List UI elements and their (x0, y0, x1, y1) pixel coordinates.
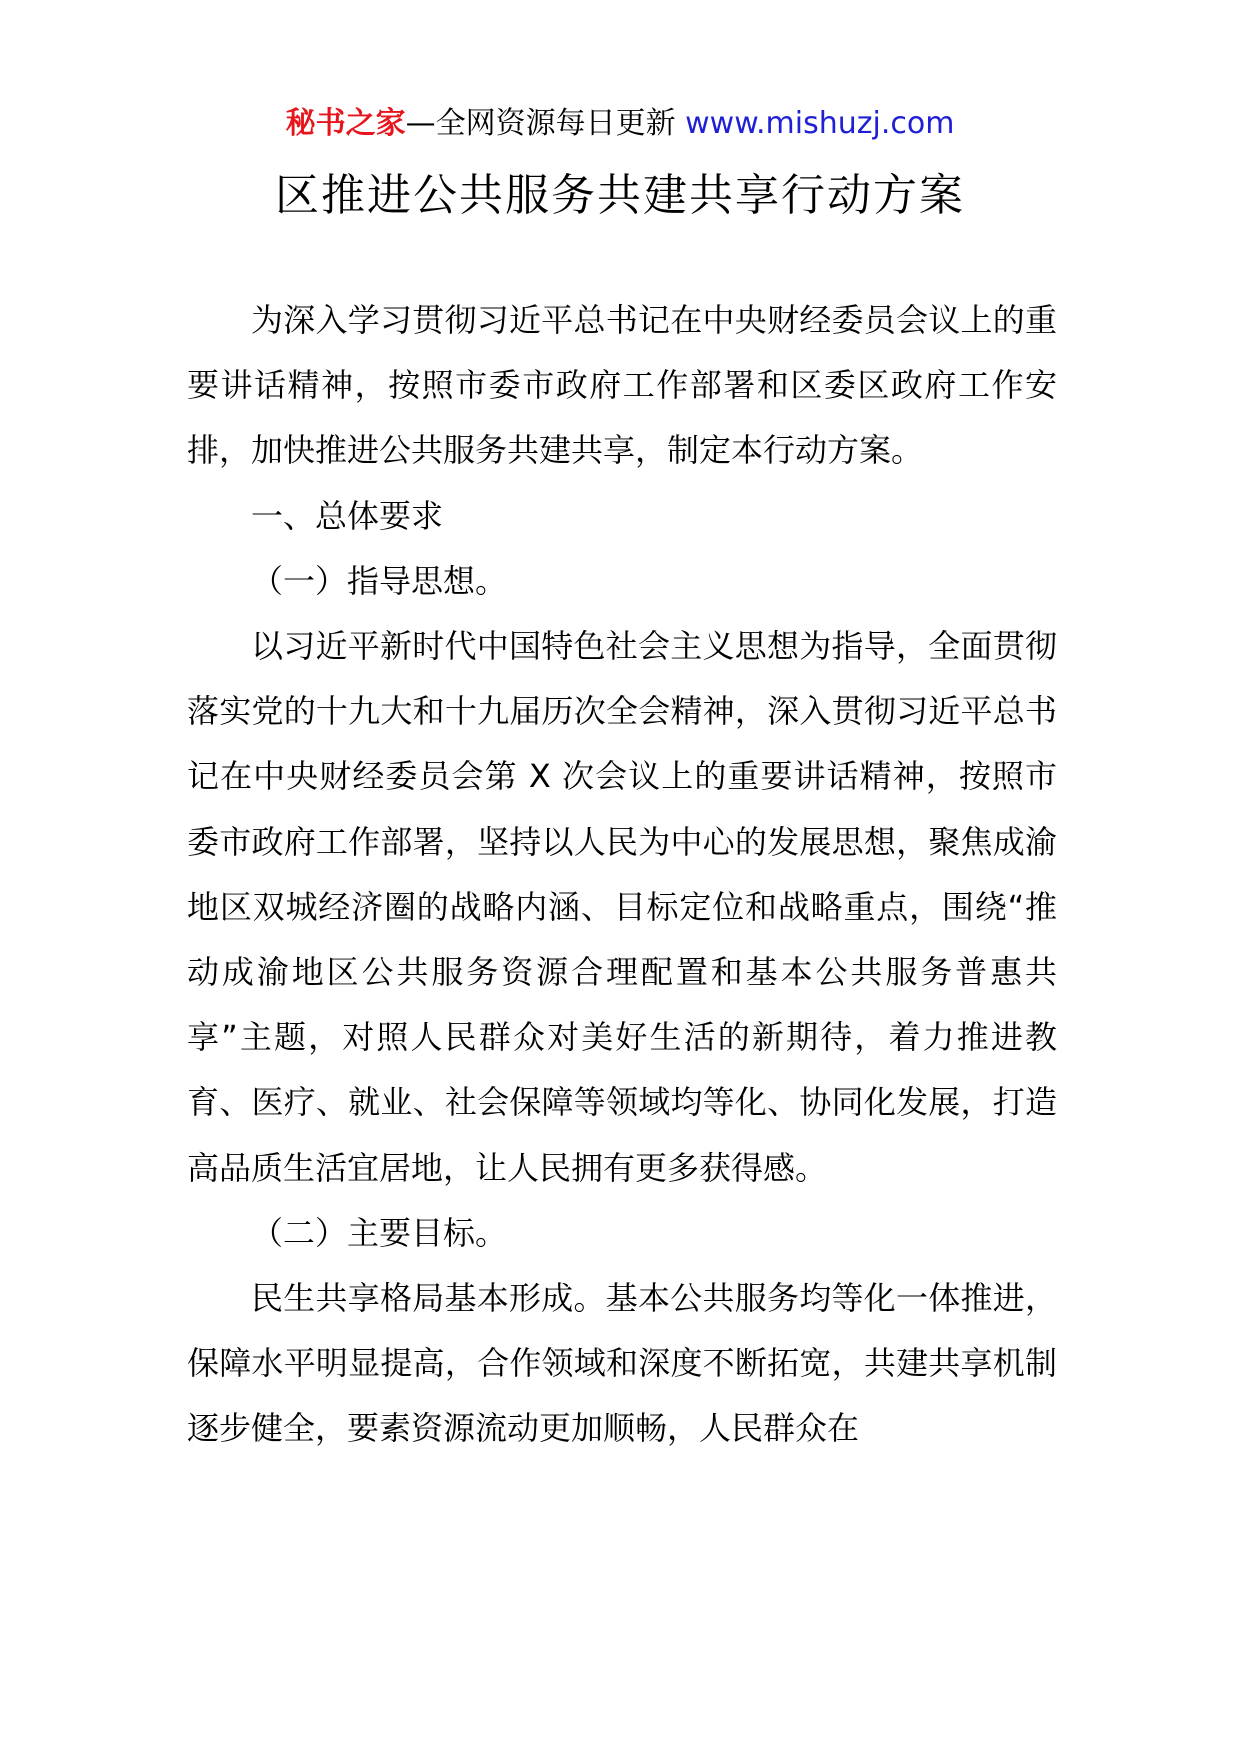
subsection-heading-main-goals: （二）主要目标。 (251, 1213, 508, 1252)
site-url-link[interactable]: www.mishuzj.com (685, 106, 955, 141)
site-banner (0, 100, 1240, 148)
brand-name: 秘书之家 (285, 106, 406, 141)
section-heading-general-requirements: 一、总体要求 (251, 496, 444, 535)
intro-paragraph: 为深入学习贯彻习近平总书记在中央财经委员会议上的重要讲话精神，按照市委市政府工作部署和区委区政府工作安排，加快推进公共服务共建共享，制定本行动方案。 (187, 301, 1057, 470)
guiding-ideology-paragraph: 以习近平新时代中国特色社会主义思想为指导，全面贯彻落实党的十九大和十九届历次全会精神，深入贯彻习近平总书记在中央财经委员会第 X 次会议上的重要讲话精神，按照市委市政府工作部署，坚持以人民为中心的发展思想，聚焦成渝地区双城经济圈的战略内涵、目标定位和战略重点，围绕“推动成渝地区公共服务资源合理配置和基本公共服务普惠共享”主题，对照人民群众对美好生活的新期待，着力推进教育、医疗、就业、社会保障等领域均等化、协同化发展，打造高品质生活宜居地，让人民拥有更多获得感。 (187, 627, 1057, 1187)
document-body (187, 288, 1057, 1462)
main-goals-paragraph: 民生共享格局基本形成。基本公共服务均等化一体推进，保障水平明显提高，合作领域和深度不断拓宽，共建共享机制逐步健全，要素资源流动更加顺畅，人民群众在 (187, 1279, 1057, 1448)
banner-tagline: —全网资源每日更新 (405, 106, 686, 141)
subsection-heading-guiding-ideology: （一）指导思想。 (251, 561, 508, 600)
document-title: 区推进公共服务共建共享行动方案 (275, 170, 965, 221)
